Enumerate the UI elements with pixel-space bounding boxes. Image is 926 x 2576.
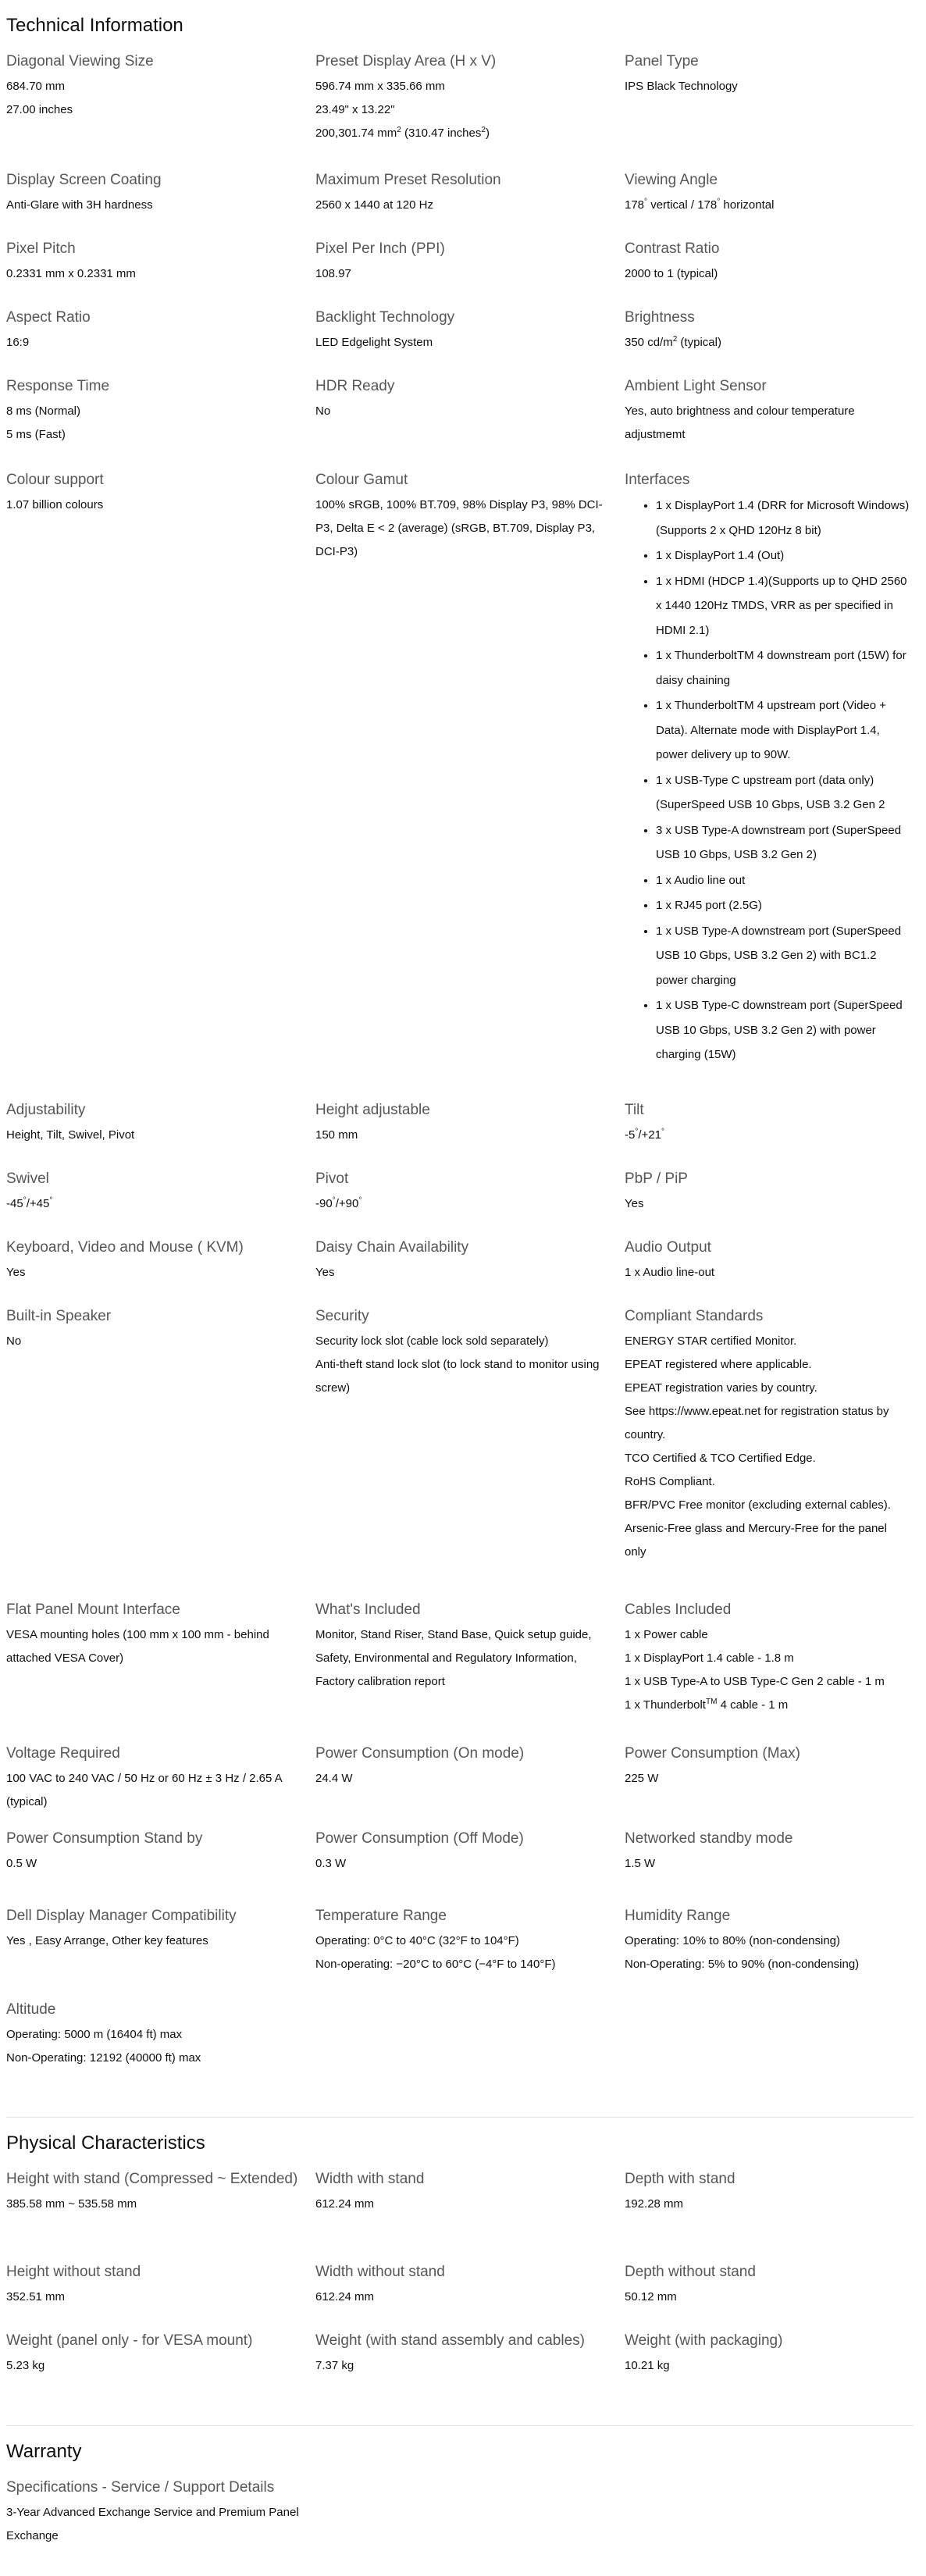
spec-value-line: 2560 x 1440 at 120 Hz [315,198,433,212]
spec-value-line: Operating: 0°C to 40°C (32°F to 104°F) [315,1934,519,1947]
spec-value-line: 385.58 mm ~ 535.58 mm [6,2197,137,2211]
spec-label: HDR Ready [315,378,395,394]
spec-value-line: 1 x DisplayPort 1.4 cable - 1.8 m [625,1651,794,1665]
spec-colour-support [6,469,315,1099]
spec-label: Weight (with stand assembly and cables) [315,2332,585,2349]
spec-label: PbP / PiP [625,1170,688,1187]
spec-value-line: 1.5 W [625,1857,656,1870]
spec-value-line: 23.49" x 13.22" [315,103,395,116]
spec-row [6,1236,914,1305]
section-title: Physical Characteristics [6,2132,205,2154]
spec-label: Pixel Pitch [6,240,76,257]
spec-row [6,469,914,1099]
spec-label: Height without stand [6,2264,141,2280]
spec-label: Diagonal Viewing Size [6,53,154,69]
spec-power-consumption-stand-by [6,1827,315,1904]
spec-value [625,75,910,98]
spec-label: Panel Type [625,53,699,69]
spec-value [6,2193,300,2216]
spec-label: Height with stand (Compressed ~ Extended) [6,2171,298,2187]
spec-contrast-ratio [625,237,926,306]
spec-label: Depth with stand [625,2171,735,2187]
spec-label: Built-in Speaker [6,1308,112,1324]
spec-label: Compliant Standards [625,1308,764,1324]
spec-value [315,1852,609,1876]
spec-label: Pixel Per Inch (PPI) [315,240,445,257]
spec-row [6,1598,914,1742]
spec-value-line: 1 x Thunderbolt™ 4 cable - 1 m [625,1698,789,1712]
spec-value-line: Height, Tilt, Swivel, Pivot [6,1128,135,1142]
spec-weight-panel-only-for-vesa-mount [6,2329,315,2425]
spec-value [625,2354,910,2378]
spec-depth-with-stand [625,2168,926,2261]
spec-label: Brightness [625,309,695,326]
interface-item: • 1 x ThunderboltTM 4 upstream port (Video + Data). Alternate mode with DisplayPort 1.4, power delivery up to 90W. [656,693,910,768]
spec-value [315,1330,609,1400]
spec-value [315,2286,609,2309]
section-technical-information [6,0,914,2117]
spec-value-line: 1.07 billion colours [6,498,104,511]
spec-altitude [6,1998,315,2117]
spec-label: Width with stand [315,2171,425,2187]
spec-value-line: 352.51 mm [6,2290,66,2303]
spec-value [6,331,300,355]
spec-value [6,400,300,447]
spec-value-line: Yes [625,1197,644,1210]
spec-value [6,75,300,122]
spec-value-line: 200,301.74 $mm^2$ (310.47 inches$^2$) [315,126,490,140]
spec-value-line: EPEAT registered where applicable. [625,1358,812,1371]
spec-value-line: BFR/PVC Free monitor (excluding external cables). [625,1498,891,1512]
spec-value [625,1261,910,1284]
spec-label: Colour support [6,472,104,488]
spec-label: Power Consumption (Off Mode) [315,1830,524,1847]
spec-value-line: 5.23 kg [6,2359,45,2372]
spec-aspect-ratio [6,306,315,375]
spec-label: Daisy Chain Availability [315,1239,469,1256]
spec-label: Interfaces [625,472,690,488]
spec-pivot [315,1167,625,1236]
spec-maximum-preset-resolution [315,169,625,237]
spec-label: What's Included [315,1602,421,1618]
spec-row [6,1827,914,1904]
spec-ambient-light-sensor [625,375,926,469]
spec-value-line: 50.12 mm [625,2290,677,2303]
spec-value-line: No [315,404,331,418]
spec-swivel [6,1167,315,1236]
spec-value [6,1623,300,1670]
spec-value [625,194,910,217]
spec-humidity-range [625,1904,926,1998]
spec-built-in-speaker [6,1305,315,1598]
spec-value [625,1767,910,1790]
spec-value [6,2286,300,2309]
spec-value [6,1852,300,1876]
spec-value [6,1929,300,1953]
spec-value-line: Anti-theft stand lock slot (to lock stand to monitor using screw) [315,1358,600,1395]
spec-row [6,1904,914,1998]
spec-brightness [625,306,926,375]
spec-value-line: 0.2331 mm x 0.2331 mm [6,267,136,280]
spec-pixel-pitch [6,237,315,306]
spec-value-line: 612.24 mm [315,2197,375,2211]
spec-value-line: 16:9 [6,336,30,349]
spec-value [625,400,910,447]
spec-response-time [6,375,315,469]
spec-value-line: 612.24 mm [315,2290,375,2303]
spec-empty-cell [625,2476,926,2576]
interface-item: • 3 x USB Type-A downstream port (SuperSpeed USB 10 Gbps, USB 3.2 Gen 2) [656,818,910,868]
interface-item: • 1 x DisplayPort 1.4 (DRR for Microsoft Windows) (Supports 2 x QHD 120Hz 8 bit) [656,493,910,543]
spec-value-line: Yes, auto brightness and colour temperature adjustmemt [625,404,855,441]
spec-label: Networked standby mode [625,1830,793,1847]
spec-weight-with-packaging [625,2329,926,2425]
spec-label: Width without stand [315,2264,445,2280]
spec-value [315,493,609,564]
section-physical-characteristics [6,2117,914,2425]
spec-value-line: Security lock slot (cable lock sold separately) [315,1334,549,1348]
spec-value-line: See https://www.epeat.net for registration status by country. [625,1405,889,1441]
interface-item: • 1 x USB-Type C upstream port (data only) (SuperSpeed USB 10 Gbps, USB 3.2 Gen 2 [656,768,910,818]
spec-label: Preset Display Area (H x V) [315,53,497,69]
spec-value-line: 684.70 mm [6,80,66,93]
spec-value-line: 8 ms (Normal) [6,404,81,418]
spec-value-line: 1 x USB Type-A to USB Type-C Gen 2 cable - 1 m [625,1675,885,1688]
spec-label: Height adjustable [315,1102,430,1118]
spec-power-consumption-off-mode [315,1827,625,1904]
spec-value [315,1124,609,1147]
spec-value-line: -5°/+21° [625,1128,664,1142]
spec-label: Audio Output [625,1239,711,1256]
spec-value-line: -90°/+90° [315,1196,362,1210]
section-title: Technical Information [6,15,183,36]
spec-depth-without-stand [625,2261,926,2329]
spec-label: Specifications - Service / Support Details [6,2479,275,2496]
spec-value [625,2193,910,2216]
spec-value [625,1124,910,1147]
spec-label: Contrast Ratio [625,240,720,257]
spec-value [625,1330,910,1564]
spec-value [315,75,609,145]
spec-voltage-required [6,1742,315,1827]
spec-value-line: Monitor, Stand Riser, Stand Base, Quick setup guide, Safety, Environmental and Regulatory Information, Factory calibration report [315,1628,592,1688]
spec-viewing-angle [625,169,926,237]
spec-value-line: 192.28 mm [625,2197,684,2211]
spec-value [6,1261,300,1284]
spec-keyboard-video-and-mouse-kvm [6,1236,315,1305]
spec-interfaces [625,469,926,1099]
spec-row [6,1742,914,1827]
spec-row [6,2261,914,2329]
spec-power-consumption-on-mode [315,1742,625,1827]
spec-security [315,1305,625,1598]
spec-value-line: 150 mm [315,1128,358,1142]
spec-label: Dell Display Manager Compatibility [6,1908,237,1924]
spec-value-line: 596.74 mm x 335.66 mm [315,80,445,93]
spec-value [625,331,910,355]
spec-value [625,1623,910,1717]
spec-label: Display Screen Coating [6,172,162,188]
spec-weight-with-stand-assembly-and-cables [315,2329,625,2425]
spec-value-line: No [6,1334,22,1348]
spec-value [6,2501,300,2548]
spec-power-consumption-max [625,1742,926,1827]
interface-item: • 1 x RJ45 port (2.5G) [656,893,910,918]
spec-row [6,1305,914,1598]
spec-height-adjustable [315,1099,625,1167]
spec-label: Maximum Preset Resolution [315,172,501,188]
spec-cables-included [625,1598,926,1742]
spec-width-with-stand [315,2168,625,2261]
spec-label: Cables Included [625,1602,732,1618]
spec-diagonal-viewing-size [6,50,315,169]
spec-value-line: 2000 to 1 (typical) [625,267,718,280]
spec-row [6,50,914,169]
spec-value-line: Operating: 10% to 80% (non-condensing) [625,1934,841,1947]
interface-item: • 1 x USB Type-A downstream port (SuperSpeed USB 10 Gbps, USB 3.2 Gen 2) with BC1.2 power charging [656,919,910,993]
spec-value-line: EPEAT registration varies by country. [625,1381,817,1395]
section-warranty [6,2425,914,2576]
spec-label: Aspect Ratio [6,309,91,326]
spec-label: Humidity Range [625,1908,731,1924]
spec-row [6,169,914,237]
spec-value-line: Non-operating: −20°C to 60°C (−4°F to 140°F) [315,1958,556,1971]
spec-value-line: 0.5 W [6,1857,37,1870]
spec-value-line: TCO Certified & TCO Certified Edge. [625,1452,816,1465]
interface-item: • 1 x DisplayPort 1.4 (Out) [656,543,910,568]
spec-flat-panel-mount-interface [6,1598,315,1742]
spec-value-line: IPS Black Technology [625,80,738,93]
spec-value-line: 3-Year Advanced Exchange Service and Premium Panel Exchange [6,2506,299,2542]
spec-value-line: 1 x Audio line-out [625,1266,715,1279]
spec-empty-cell [625,1998,926,2117]
spec-display-screen-coating [6,169,315,237]
spec-label: Pivot [315,1170,349,1187]
spec-value [6,262,300,286]
spec-value-line: 350 $cd/m^2$ (typical) [625,335,721,349]
spec-value [625,2286,910,2309]
spec-label: Backlight Technology [315,309,455,326]
spec-label: Response Time [6,378,110,394]
spec-label: Depth without stand [625,2264,756,2280]
spec-value [6,493,300,517]
spec-value [6,1330,300,1353]
spec-row [6,2476,914,2576]
spec-value [315,1623,609,1694]
spec-value [625,1192,910,1216]
interface-item: • 1 x USB Type-C downstream port (SuperSpeed USB 10 Gbps, USB 3.2 Gen 2) with power charging (15W) [656,993,910,1067]
spec-value-line: 178° vertical / 178° horizontal [625,198,775,212]
spec-label: Keyboard, Video and Mouse ( KVM) [6,1239,244,1256]
spec-value [315,1767,609,1790]
spec-label: Temperature Range [315,1908,447,1924]
spec-value-line: 7.37 kg [315,2359,354,2372]
spec-audio-output [625,1236,926,1305]
spec-value-line: Yes [6,1266,26,1279]
spec-value-line: -45°/+45° [6,1196,53,1210]
interface-item: • 1 x HDMI (HDCP 1.4)(Supports up to QHD 2560 x 1440 120Hz TMDS, VRR as per specified in HDMI 2.1) [656,569,910,643]
spec-value [6,1767,300,1814]
spec-daisy-chain-availability [315,1236,625,1305]
spec-value-line: Operating: 5000 m (16404 ft) max [6,2028,183,2041]
spec-value-line: Non-Operating: 12192 (40000 ft) max [6,2051,201,2065]
spec-value-line: 5 ms (Fast) [6,428,66,441]
spec-label: Power Consumption Stand by [6,1830,203,1847]
spec-value-line: 10.21 kg [625,2359,670,2372]
spec-row [6,1099,914,1167]
spec-dell-display-manager-compatibility [6,1904,315,1998]
spec-value-line: 100 VAC to 240 VAC / 50 Hz or 60 Hz ± 3 Hz / 2.65 A (typical) [6,1772,282,1808]
spec-row [6,375,914,469]
spec-row [6,1998,914,2117]
spec-colour-gamut [315,469,625,1099]
spec-value-line: Yes [315,1266,335,1279]
spec-empty-cell [315,2476,625,2576]
spec-value-line: VESA mounting holes (100 mm x 100 mm - behind attached VESA Cover) [6,1628,269,1665]
spec-value-line: 100% sRGB, 100% BT.709, 98% Display P3, 98% DCI-P3, Delta E < 2 (average) (sRGB, BT.709, Display P3, DCI-P3) [315,498,603,558]
interface-item: • 1 x ThunderboltTM 4 downstream port (15W) for daisy chaining [656,643,910,693]
spec-value [315,194,609,217]
spec-value [315,331,609,355]
spec-value-line: 24.4 W [315,1772,353,1785]
spec-value-line: ENERGY STAR certified Monitor. [625,1334,797,1348]
spec-panel-type [625,50,926,169]
spec-empty-cell [315,1998,625,2117]
interface-item: • 1 x Audio line out [656,868,910,893]
section-title: Warranty [6,2441,82,2462]
spec-row [6,2329,914,2425]
spec-tilt [625,1099,926,1167]
spec-label: Weight (panel only - for VESA mount) [6,2332,253,2349]
spec-preset-display-area-h-x-v [315,50,625,169]
spec-networked-standby-mode [625,1827,926,1904]
spec-value [6,2023,300,2070]
spec-row [6,306,914,375]
spec-specifications-service-support-details [6,2476,315,2576]
spec-value [315,1929,609,1976]
spec-pbp-pip [625,1167,926,1236]
spec-value-line: Anti-Glare with 3H hardness [6,198,153,212]
spec-value [6,1192,300,1216]
spec-label: Flat Panel Mount Interface [6,1602,180,1618]
spec-height-with-stand-compressed-extended [6,2168,315,2261]
spec-label: Adjustability [6,1102,86,1118]
spec-adjustability [6,1099,315,1167]
spec-value-line: Arsenic-Free glass and Mercury-Free for the panel only [625,1522,887,1559]
spec-value [625,1929,910,1976]
spec-value [315,2193,609,2216]
spec-temperature-range [315,1904,625,1998]
spec-label: Altitude [6,2001,56,2018]
spec-value-line: LED Edgelight System [315,336,433,349]
spec-value-line: 225 W [625,1772,659,1785]
spec-label: Swivel [6,1170,49,1187]
spec-value-line: 1 x Power cable [625,1628,708,1641]
spec-value [315,262,609,286]
spec-label: Power Consumption (Max) [625,1745,800,1762]
spec-value [6,2354,300,2378]
spec-what-s-included [315,1598,625,1742]
spec-row [6,1167,914,1236]
spec-value-line: RoHS Compliant. [625,1475,715,1488]
spec-value-line: Yes , Easy Arrange, Other key features [6,1934,208,1947]
spec-label: Colour Gamut [315,472,408,488]
spec-value-line: 108.97 [315,267,351,280]
spec-label: Power Consumption (On mode) [315,1745,525,1762]
interfaces-list [625,493,910,1067]
spec-width-without-stand [315,2261,625,2329]
spec-label: Tilt [625,1102,644,1118]
spec-value-line: 27.00 inches [6,103,73,116]
spec-height-without-stand [6,2261,315,2329]
spec-label: Voltage Required [6,1745,120,1762]
spec-label: Viewing Angle [625,172,718,188]
spec-pixel-per-inch-ppi [315,237,625,306]
spec-label: Ambient Light Sensor [625,378,767,394]
spec-value [6,194,300,217]
spec-label: Security [315,1308,369,1324]
spec-value [315,1192,609,1216]
spec-row [6,237,914,306]
spec-row [6,2168,914,2261]
spec-backlight-technology [315,306,625,375]
spec-value [315,2354,609,2378]
spec-value [6,1124,300,1147]
spec-value-line: 0.3 W [315,1857,347,1870]
spec-compliant-standards [625,1305,926,1598]
spec-value [315,1261,609,1284]
spec-value [625,1852,910,1876]
spec-hdr-ready [315,375,625,469]
spec-value-line: Non-Operating: 5% to 90% (non-condensing) [625,1958,860,1971]
spec-value [625,262,910,286]
spec-label: Weight (with packaging) [625,2332,783,2349]
spec-value [315,400,609,423]
